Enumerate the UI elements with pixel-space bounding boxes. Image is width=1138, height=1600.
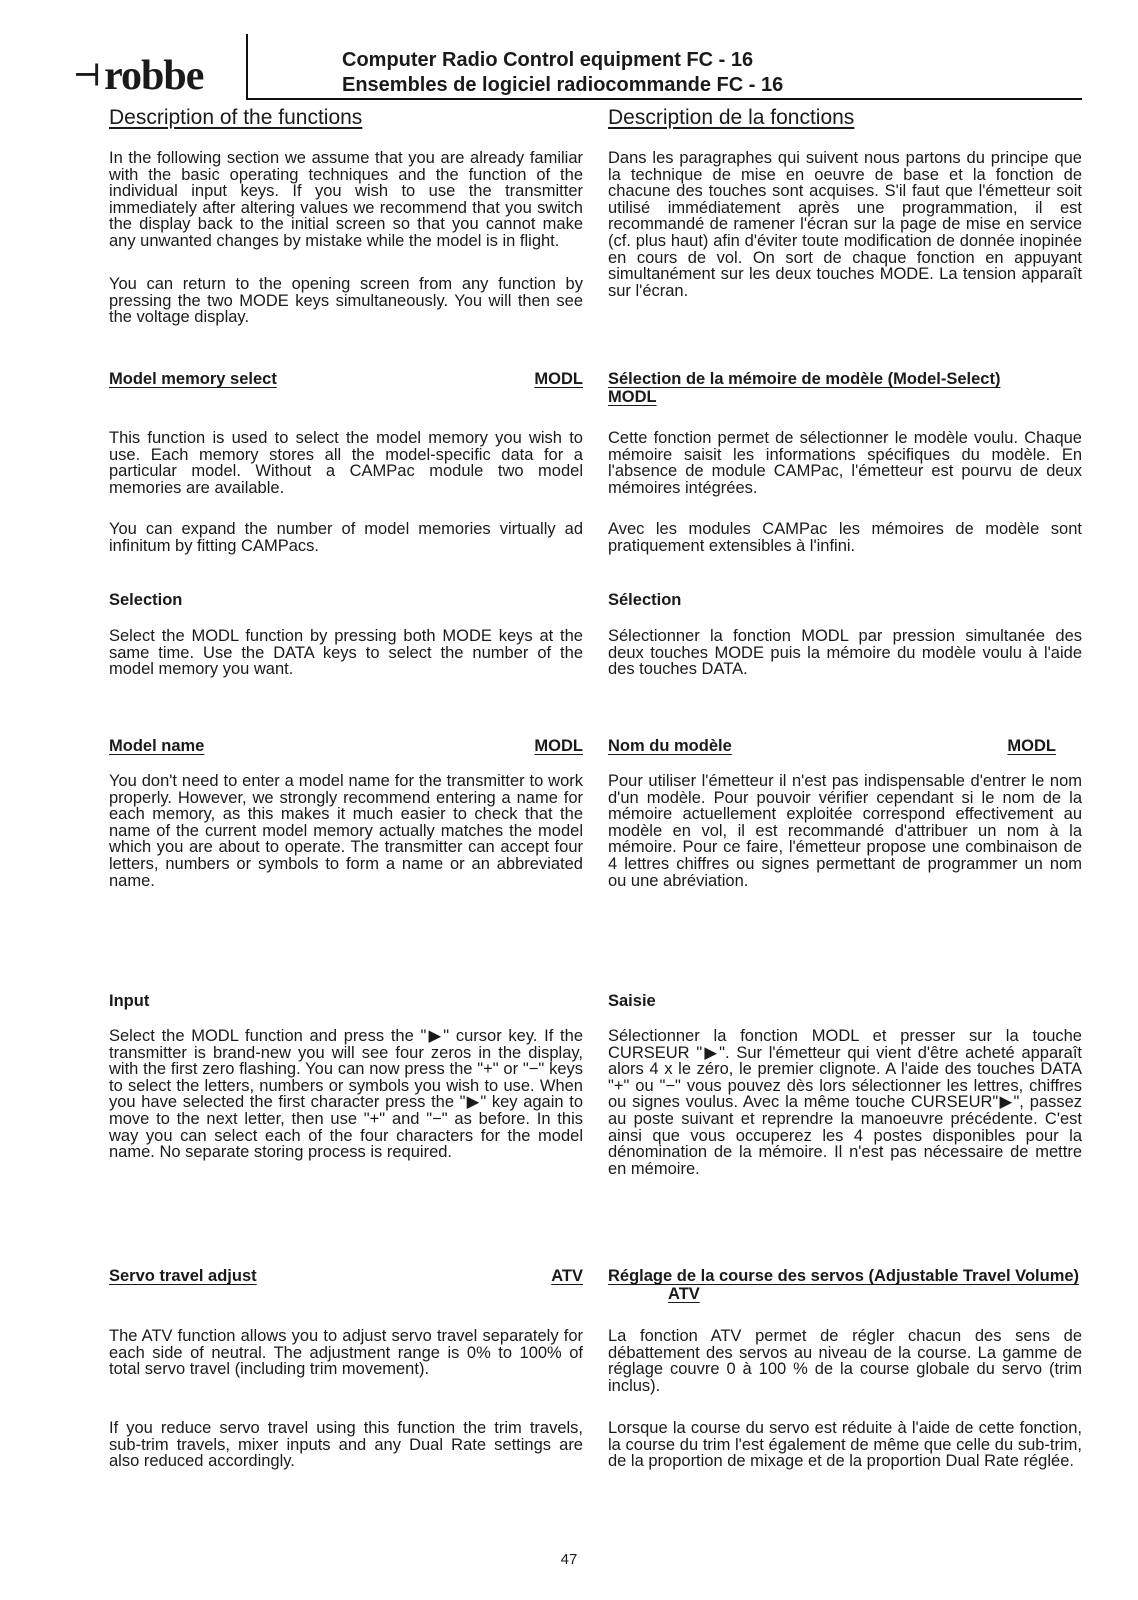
servo-travel-title: Réglage de la course des servos (Adjustable Travel Volume) xyxy=(608,1267,1080,1285)
logo-mark-icon: ⊣ xyxy=(74,59,101,92)
model-memory-paragraph-2: Avec les modules CAMPac les mémoires de modèle sont pratiquement extensibles à l'infini. xyxy=(608,520,1082,555)
servo-travel-paragraph: The ATV function allows you to adjust servo travel separately for each side of neutral. The adjustment range is 0% to 100% of total servo travel (including trim movement). xyxy=(109,1327,583,1379)
model-memory-code: MODL xyxy=(534,370,583,388)
page-number: 47 xyxy=(560,1551,578,1568)
selection-paragraph: Sélectionner la fonction MODL par pression simultanée des deux touches MODE puis la mémoire du modèle voulu à l'aide des touches DATA. xyxy=(608,627,1082,679)
robbe-logo xyxy=(74,53,204,99)
model-name-heading xyxy=(109,737,583,755)
servo-travel-paragraph: La fonction ATV permet de régler chacun des sens de débattement des servos au niveau de la course. La gamme de réglage couvre 0 à 100 % de la course globale du servo (trim inclus). xyxy=(608,1327,1082,1395)
input-heading: Input xyxy=(109,992,150,1010)
model-memory-title: Sélection de la mémoire de modèle (Model-Select) xyxy=(608,370,1001,388)
input-heading: Saisie xyxy=(608,992,656,1010)
servo-travel-title: Servo travel adjust xyxy=(109,1267,257,1285)
model-name-heading xyxy=(608,737,1082,755)
intro-paragraph: In the following section we assume that you are already familiar with the basic operating techniques and the function of the individual input keys. If you wish to use the transmitter immediately after altering values we recommend that you switch the display back to the initial screen so that you cannot make any unwanted changes by mistake while the model is in flight. xyxy=(109,149,583,250)
model-name-title: Nom du modèle xyxy=(608,737,732,755)
model-memory-heading xyxy=(109,370,583,388)
model-name-title: Model name xyxy=(109,737,205,755)
header-rule xyxy=(246,98,1082,100)
servo-travel-heading xyxy=(608,1267,1082,1303)
intro-paragraph: Dans les paragraphes qui suivent nous partons du principe que la technique de mise en oeuvre de base et la fonction de chacune des touches sont acquises. S'il faut que l'émetteur soit utilisé immédiatement après une programmation, il est recommandé de ramener l'écran sur la page de mise en service (cf. plus haut) afin d'éviter toute modification de donnée inopinée en cours de vol. On sort de chaque fonction en appuyant simultanément sur les deux touches MODE. La tension apparaît sur l'écran. xyxy=(608,149,1082,300)
model-name-code: MODL xyxy=(1007,737,1056,755)
model-memory-paragraph: Cette fonction permet de sélectionner le modèle voulu. Chaque mémoire saisit les informations spécifiques du modèle. En l'absence de module CAMPac, l'émetteur est pourvu de deux mémoires intégrées. xyxy=(608,429,1082,497)
input-paragraph: Sélectionner la fonction MODL et presser sur la touche CURSEUR "▶". Sur l'émetteur qui vient d'être acheté apparaît alors 4 x le zéro, le premier clignote. A l'aide des touches DATA "+" ou "−" vous pouvez dès lors sélectionner les lettres, chiffres ou signes voulus. Avec la même touche CURSEUR"▶", passez au poste suivant et reprendre la manoeuvre précédente. C'est ainsi que vous occuperez les 4 postes disponibles pour la dénomination de la mémoire. Il n'est pas nécessaire de mettre en mémoire. xyxy=(608,1027,1082,1178)
model-memory-heading xyxy=(608,370,1082,406)
model-name-paragraph: You don't need to enter a model name for the transmitter to work properly. However, we strongly recommend entering a name for each memory, as this makes it much easier to check that the name of the current model memory actually matches the model which you are about to operate. The transmitter can accept four letters, numbers or symbols to form a name or an abbreviated name. xyxy=(109,772,583,890)
model-memory-title: Model memory select xyxy=(109,370,277,388)
servo-travel-heading xyxy=(109,1267,583,1285)
model-name-paragraph: Pour utiliser l'émetteur il n'est pas indispensable d'entrer le nom d'un modèle. Pour pouvoir vérifier cependant si le nom de la mémoire actuellement exploitée correspond effectivement au modèle en vol, il est recommandé d'attribuer un nom à la mémoire. Pour ce faire, l'émetteur propose une combinaison de 4 lettres chiffres ou signes permettant de programmer un nom ou une abréviation. xyxy=(608,772,1082,890)
section-title: Description of the functions xyxy=(109,106,363,129)
selection-paragraph: Select the MODL function by pressing both MODE keys at the same time. Use the DATA keys to select the number of the model memory you want. xyxy=(109,627,583,679)
model-memory-paragraph: This function is used to select the model memory you wish to use. Each memory stores all the model-specific data for a particular model. Without a CAMPac module two model memories are available. xyxy=(109,429,583,497)
servo-travel-paragraph-2: If you reduce servo travel using this function the trim travels, sub-trim travels, mixer inputs and any Dual Rate settings are also reduced accordingly. xyxy=(109,1419,583,1471)
intro-paragraph-2: You can return to the opening screen from any function by pressing the two MODE keys simultaneously. You will then see the voltage display. xyxy=(109,275,583,327)
servo-travel-code: ATV xyxy=(551,1267,583,1285)
model-memory-code: MODL xyxy=(608,388,657,406)
selection-heading: Sélection xyxy=(608,591,682,609)
input-paragraph: Select the MODL function and press the "▶" cursor key. If the transmitter is brand-new you will see four zeros in the display, with the first zero flashing. You can now press the "+" or "−" keys to select the letters, numbers or symbols you wish to use. When you have selected the first character press the "▶" key again to move to the next letter, then use "+" and "−" as before. In this way you can select each of the four characters for the model name. No separate storing process is required. xyxy=(109,1027,583,1162)
header-divider xyxy=(246,34,248,98)
header-title-fr: Ensembles de logiciel radiocommande FC - 16 xyxy=(342,74,784,96)
model-name-code: MODL xyxy=(534,737,583,755)
section-title: Description de la fonctions xyxy=(608,106,855,129)
servo-travel-paragraph-2: Lorsque la course du servo est réduite à l'aide de cette fonction, la course du trim l'est également de même que celle du sub-trim, de la proportion de mixage et de la proportion Dual Rate réglée. xyxy=(608,1419,1082,1471)
header-title-en: Computer Radio Control equipment FC - 16 xyxy=(342,49,754,71)
selection-heading: Selection xyxy=(109,591,183,609)
logo-text: robbe xyxy=(104,53,204,99)
servo-travel-code: ATV xyxy=(668,1285,700,1303)
model-memory-paragraph-2: You can expand the number of model memories virtually ad infinitum by fitting CAMPacs. xyxy=(109,520,583,555)
